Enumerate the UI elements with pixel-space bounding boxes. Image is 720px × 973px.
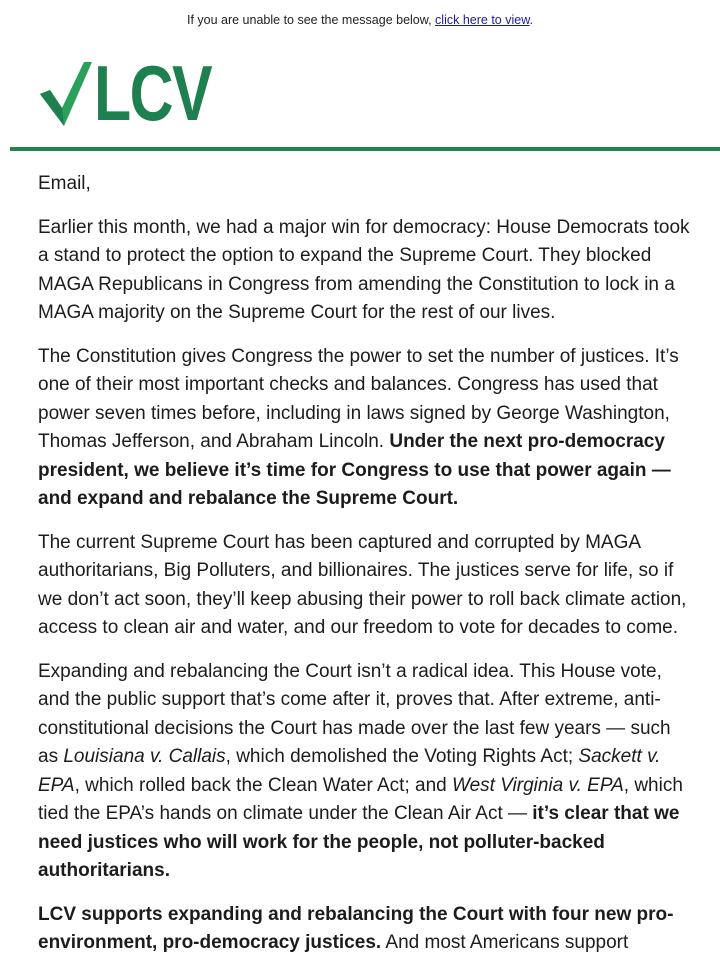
- paragraph-4-text-b: , which demolished the Voting Rights Act;: [225, 746, 579, 767]
- paragraph-4-text-d: , which tied the EPA’s hands on climate under the Clean Air Act —: [38, 774, 683, 824]
- paragraph-2-bold: Under the next pro-democracy president, we believe it’s time for Congress to use that power again — and expand and rebalance the Supreme Court.: [38, 431, 671, 509]
- paragraph-5-bold: LCV supports expanding and rebalancing the Court with four new pro-environment, pro-democracy justices.: [38, 903, 674, 953]
- paragraph-3: The current Supreme Court has been captured and corrupted by MAGA authoritarians, Big Polluters, and billionaires. The justices serve for life, so if we don’t act soon, they’ll keep abusing their power to roll back climate action, access to clean air and water, and our freedom to vote for decades to come.: [38, 531, 687, 638]
- paragraph-4: [38, 658, 693, 886]
- preheader-text: If you are unable to see the message below,: [186, 13, 436, 27]
- paragraph-1: Earlier this month, we had a major win for democracy: House Democrats took a stand to protect the option to expand the Supreme Court. They blocked MAGA Republicans in Congress from amending the Constitution to lock in a MAGA majority on the Supreme Court for the rest of our lives.: [38, 216, 690, 323]
- paragraph-2-text: The Constitution gives Congress the power to set the number of justices. It’s one of their most important checks and balances. Congress has used that power seven times before, including in laws signed by George Washington, Thomas Jefferson, and Abraham Lincoln.: [38, 345, 679, 452]
- email-body: [38, 170, 693, 973]
- greeting: Email,: [38, 173, 91, 194]
- logo-text: LCV: [94, 49, 211, 137]
- view-in-browser-link[interactable]: click here to view: [435, 13, 530, 27]
- case-west-virginia-v-epa: West Virginia v. EPA: [451, 774, 624, 796]
- paragraph-4-text-a: Expanding and rebalancing the Court isn’t a radical idea. This House vote, and the public support that’s come after it, proves that. After extreme, anti-constitutional decisions the Court has made over the last few years — such as: [38, 660, 671, 767]
- paragraph-4-bold: it’s clear that we need justices who will work for the people, not polluter-backed authoritarians.: [38, 803, 680, 881]
- preheader: [0, 13, 720, 27]
- paragraph-4-text-c: , which rolled back the Clean Water Act; and: [74, 774, 452, 796]
- case-sackett-v-epa: Sackett v. EPA: [38, 746, 661, 796]
- lcv-logo[interactable]: [40, 49, 244, 137]
- paragraph-2: [38, 343, 693, 514]
- preheader-suffix: .: [529, 13, 534, 27]
- checkmark-icon: [40, 60, 92, 126]
- header-divider: [10, 147, 720, 151]
- case-louisiana-v-callais: Louisiana v. Callais: [63, 746, 226, 767]
- paragraph-5: [38, 901, 693, 958]
- paragraph-5-text: And most Americans support: [381, 932, 629, 953]
